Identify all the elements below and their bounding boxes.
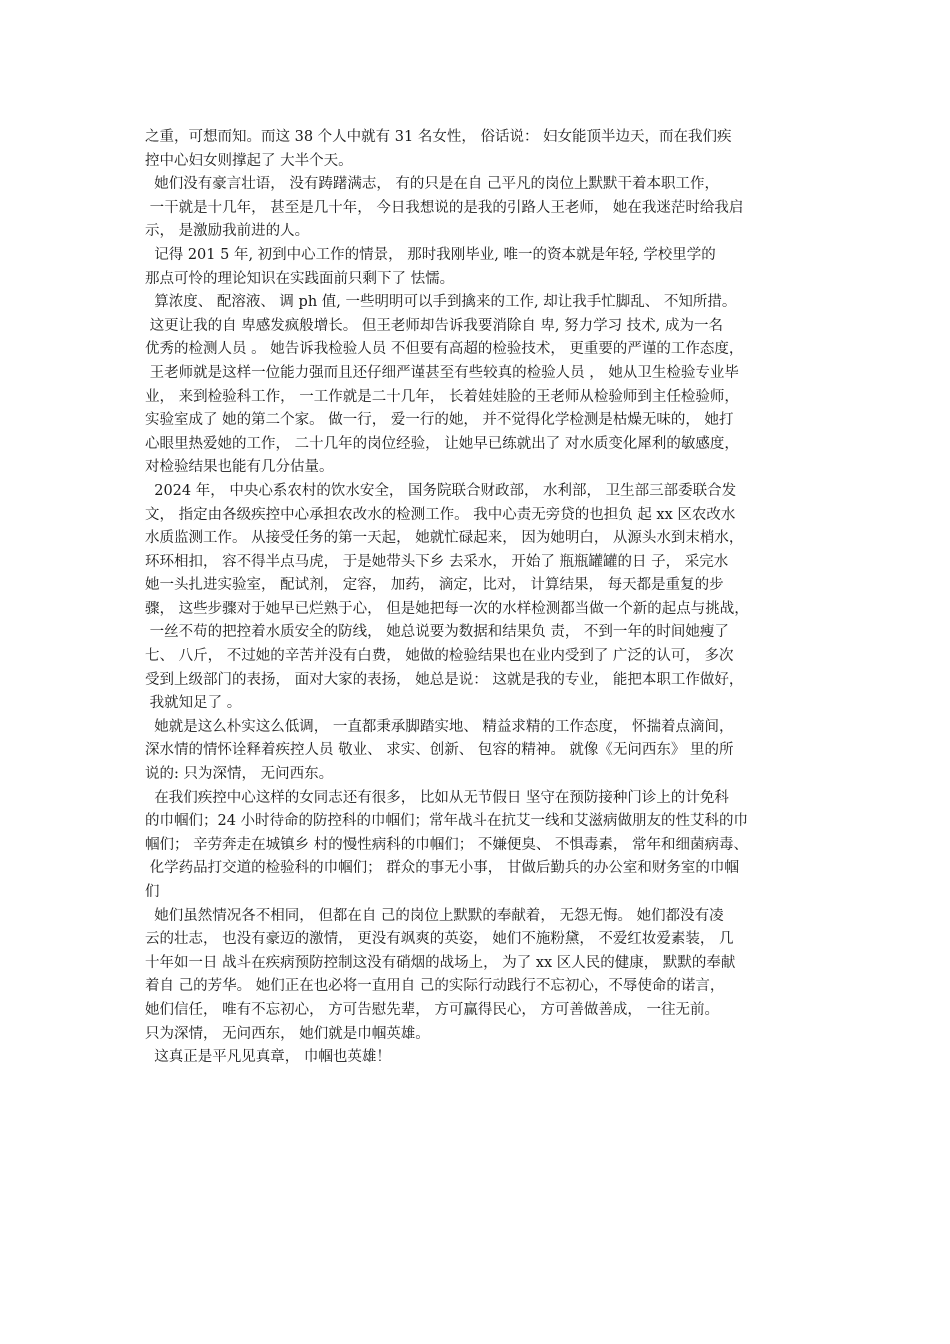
text-line: 算浓度、 配溶液、 调 ph 值, 一些明明可以手到擒来的工作, 却让我手忙脚乱、 不知所措。: [145, 294, 737, 311]
text-line: 帼们； 辛劳奔走在城镇乡 村的慢性病科的巾帼们； 不嫌便臭、 不惧毒素， 常年和细菌病毒、: [145, 836, 749, 853]
text-line: 她们没有豪言壮语， 没有踌躇满志， 有的只是在自 己平凡的岗位上默默干着本职工作，: [145, 176, 720, 193]
text-line: 控中心妇女则撑起了 大半个天。: [145, 152, 353, 169]
text-line: 环环相扣， 容不得半点马虎， 于是她带头下乡 去采水， 开始了 瓶瓶罐罐的日 子， 采完水: [145, 553, 729, 570]
text-line: 只为深情， 无问西东， 她们就是巾帼英雄。: [145, 1025, 430, 1042]
text-line: 示， 是激励我前进的人。: [145, 223, 310, 240]
text-line: 云的壮志， 也没有豪迈的激情， 更没有飒爽的英姿， 她们不施粉黛， 不爱红妆爱素装， 几: [145, 931, 734, 948]
text-line: 一丝不苟的把控着水质安全的防线， 她总说要为数据和结果负 责， 不到一年的时间她瘦了: [145, 624, 729, 641]
text-line: 七、 八斤， 不过她的辛苦并没有白费， 她做的检验结果也在业内受到了 广泛的认可， 多次: [145, 648, 734, 665]
text-line: 骤， 这些步骤对于她早已烂熟于心， 但是她把每一次的水样检测都当做一个新的起点与挑战，: [145, 600, 749, 617]
text-line: 这真正是平凡见真章， 巾帼也英雄！: [145, 1049, 391, 1066]
text-line: 那点可怜的理论知识在实践面前只剩下了 怯懦。: [145, 270, 455, 287]
text-line: 着自 己的芳华。 她们正在也必将一直用自 己的实际行动践行不忘初心，不辱使命的诺言，: [145, 978, 725, 995]
text-line: 实验室成了 她的第二个家。 做一行， 爱一行的她， 并不觉得化学检测是枯燥无味的， 她打: [145, 412, 734, 429]
text-line: 2024 年， 中央心系农村的饮水安全， 国务院联合财政部， 水利部， 卫生部三部委联合发: [145, 482, 737, 499]
text-line: 之重，可想而知。而这 38 个人中就有 31 名女性， 俗话说： 妇女能顶半边天，而在我们疾: [145, 129, 732, 145]
text-line: 在我们疾控中心这样的女同志还有很多， 比如从无节假日 坚守在预防接种门诊上的计免科: [145, 789, 729, 806]
text-line: 对检验结果也能有几分估量。: [145, 459, 334, 476]
text-line: 优秀的检测人员 。 她告诉我检验人员 不但要有高超的检验技术， 更重要的严谨的工作态度，: [145, 341, 744, 358]
text-line: 十年如一日 战斗在疾病预防控制这没有硝烟的战场上， 为了 xx 区人民的健康， 默默的奉献: [145, 954, 736, 971]
text-line: 们: [145, 884, 160, 900]
text-line: 水质监测工作。 从接受任务的第一天起， 她就忙碌起来， 因为她明白， 从源头水到末梢水，: [145, 530, 744, 547]
text-line: 记得 201 5 年, 初到中心工作的情景， 那时我刚毕业, 唯一的资本就是年轻, 学校里学的: [145, 246, 716, 263]
text-line: 我就知足了 。: [145, 695, 242, 712]
text-line: 受到上级部门的表扬， 面对大家的表扬， 她总是说： 这就是我的专业， 能把本职工作做好，: [145, 671, 744, 688]
text-line: 王老师就是这样一位能力强而且还仔细严谨甚至有些较真的检验人员 ， 她从卫生检验专业毕: [145, 364, 739, 381]
text-line: 深水情的情怀诠释着疾控人员 敬业、 求实、创新、 包容的精神。 就像《无问西东》 里的所: [145, 742, 734, 759]
text-line: 化学药品打交道的检验科的巾帼们； 群众的事无小事， 甘做后勤兵的办公室和财务室的巾帼: [145, 860, 739, 877]
text-line: 一干就是十几年， 甚至是几十年， 今日我想说的是我的引路人王老师， 她在我迷茫时给我启: [145, 199, 744, 216]
text-line: 她一头扎进实验室， 配试剂， 定容， 加药， 滴定，比对， 计算结果， 每天都是重复的步: [145, 577, 724, 594]
text-line: 的巾帼们；24 小时待命的防控科的巾帼们；常年战斗在抗艾一线和艾滋病做朋友的性艾科的巾: [145, 813, 749, 830]
text-line: 说的: 只为深情， 无问西东。: [145, 766, 334, 783]
text-line: 心眼里热爱她的工作， 二十几年的岗位经验， 让她早已练就出了 对水质变化犀利的敏感度，: [145, 435, 739, 452]
text-line: 她们信任， 唯有不忘初心， 方可告慰先辈， 方可赢得民心， 方可善做善成， 一往无前。: [145, 1001, 720, 1018]
text-line: 业， 来到检验科工作， 一工作就是二十几年， 长着娃娃脸的王老师从检验师到主任检验师，: [145, 388, 739, 405]
text-line: 这更让我的自 卑感发疯般增长。 但王老师却告诉我要消除自 卑, 努力学习 技术, 成为一名: [145, 317, 723, 334]
text-line: 她们虽然情况各不相同， 但都在自 己的岗位上默默的奉献着， 无怨无悔。 她们都没有凌: [145, 907, 724, 924]
document-body: [145, 126, 830, 1070]
text-line: 文， 指定由各级疾控中心承担农改水的检测工作。 我中心责无旁贷的也担负 起 xx 区农改水: [145, 506, 736, 523]
text-line: 她就是这么朴实这么低调， 一直都秉承脚踏实地、 精益求精的工作态度， 怀揣着点滴间，: [145, 718, 734, 735]
